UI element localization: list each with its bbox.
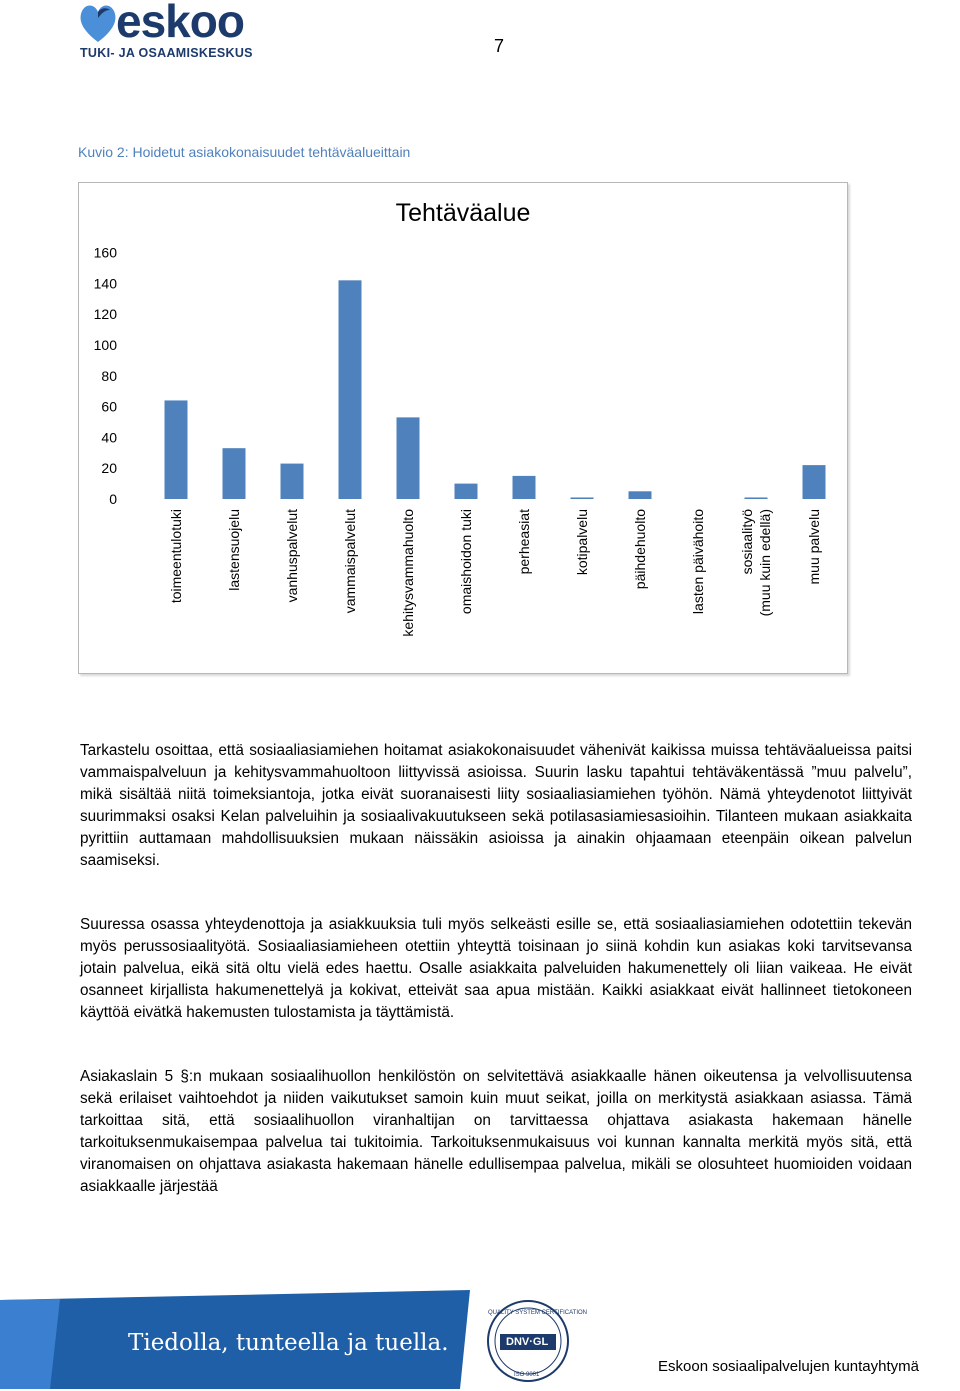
x-tick-label: toimeentulotuki: [168, 509, 184, 604]
eskoo-logo: [78, 2, 278, 62]
y-tick-label: 40: [101, 429, 117, 446]
paragraph-2: Suuressa osassa yhteydenottoja ja asiakkuuksia tuli myös selkeästi esille se, että sosiaaliasiamiehen odotettiin tekevän myös perussosiaalityötä. Sosiaaliasiamieheen otettiin yhteyttä toisinaan jo siinä kohdin kun asiakas koki tarvitsevansa jotain palvelua, eikä sitä oltu vielä edes haettu. Osalle asiakkaita palveluiden hakumenettely oli liian vaikeaa. He eivät osanneet kirjallista hakumenettelyä ja kokivat, etteivät saa apua mistään. Kaikki asiakkaat eivät hallinneet tietokoneen käyttöä eivätkä hakemusten tulostamista ja täyttämistä.: [80, 916, 912, 1021]
x-tick-label: kehitysvammahuolto: [400, 509, 416, 637]
x-tick-label: perheasiat: [516, 509, 532, 575]
bar: [513, 476, 536, 499]
footer-slogan: Tiedolla, tunteella ja tuella.: [128, 1330, 449, 1356]
paragraph-3: Asiakaslain 5 §:n mukaan sosiaalihuollon henkilöstön on selvitettävä asiakkaalle hänen oikeutensa ja velvollisuutensa sekä erilaiset vaihtoehdot ja niiden vaikutukset samoin kuin muut seikat, joilla on merkitystä asiakkaan asiassa. Tämä tarkoittaa sitä, että sosiaalihuollon viranhaltijan on tarvittaessa ohjattava asiakasta hakemaan hänelle tarkoituksenmukaisempaa palvelua tai tukitoimia. Tarkoituksenmukaisuus voi kunnan kannalta merkitä myös sitä, että viranomaisen on ohjattava asiakasta hakemaan hänelle edullisempaa palvelua, mikäli se olosuhteet huomioiden voidaan asiakkaalle järjestää: [80, 1068, 912, 1195]
cert-iso-text: ISO 9001: [514, 1372, 540, 1378]
bar: [165, 400, 188, 499]
bar: [571, 497, 594, 499]
banner-accent: [0, 1299, 60, 1389]
x-tick-label: lasten päivähoito: [690, 509, 706, 615]
cert-brand: DNV·GL: [506, 1336, 549, 1348]
bar: [339, 280, 362, 499]
x-tick-label: muu palvelu: [806, 509, 822, 585]
heart-bird-icon: [78, 2, 118, 44]
cert-top-text: QUALITY SYSTEM CERTIFICATION: [488, 1310, 588, 1316]
y-tick-label: 140: [93, 275, 117, 292]
page-number: 7: [494, 36, 505, 56]
y-tick-label: 0: [109, 491, 117, 507]
chart-area: [78, 182, 848, 674]
y-tick-label: 120: [93, 306, 117, 323]
x-tick-label: päihdehuolto: [632, 509, 648, 590]
y-tick-label: 160: [93, 244, 117, 261]
paragraph-1: Tarkastelu osoittaa, että sosiaaliasiamiehen hoitamat asiakokonaisuudet vähenivät kaikissa muissa tehtäväalueissa paitsi vammaispalveluun ja kehitysvammahuoltoon liittyvissä asioissa. Suurin lasku tapahtui tehtäväkentässä ”muu palvelu”, mikä sisältää niitä toimeksiantoja, jotka eivät suoranaisesti liity sosiaaliasiamiehen työhön. Nämä yhteydenotot liittyivät suurimmaksi osaksi Kelan palveluihin ja sosiaalivakuutukseen sekä potilasasiamiesasioihin. Tilanteen mukaan asiakkaita pyrittiin auttamaan mahdollisuuksien mukaan näissäkin asioissa ja ainakin ohjaamaan eteenpäin oikean palvelun saamiseksi.: [80, 742, 912, 869]
x-tick-label: vammaispalvelut: [342, 509, 358, 614]
bar: [455, 484, 478, 499]
x-tick-label: kotipalvelu: [574, 509, 590, 576]
x-tick-label: lastensuojelu: [226, 509, 242, 591]
chart-title: Tehtäväalue: [395, 199, 531, 227]
figure-caption: Kuvio 2: Hoidetut asiakokonaisuudet tehtäväalueittain: [78, 144, 411, 160]
logo-subtitle: TUKI- JA OSAAMISKESKUS: [80, 46, 253, 60]
y-tick-label: 20: [101, 460, 117, 477]
bar: [397, 417, 420, 499]
footer-organization: Eskoon sosiaalipalvelujen kuntayhtymä: [658, 1358, 919, 1375]
certification-badge: [478, 1296, 588, 1386]
y-tick-label: 100: [93, 337, 117, 353]
logo-wordmark: eskoo: [116, 0, 244, 47]
bar: [629, 491, 652, 499]
x-tick-label: (muu kuin edellä): [757, 509, 773, 617]
bar: [223, 448, 246, 499]
x-tick-label: vanhuspalvelut: [284, 509, 300, 603]
x-tick-label: omaishoidon tuki: [458, 509, 474, 615]
bar: [281, 464, 304, 499]
bar: [745, 497, 768, 499]
y-tick-label: 60: [101, 398, 117, 415]
x-tick-label: sosiaalityö: [739, 509, 755, 575]
bar: [803, 465, 826, 499]
bar-chart: [79, 183, 847, 673]
y-tick-label: 80: [101, 367, 117, 384]
